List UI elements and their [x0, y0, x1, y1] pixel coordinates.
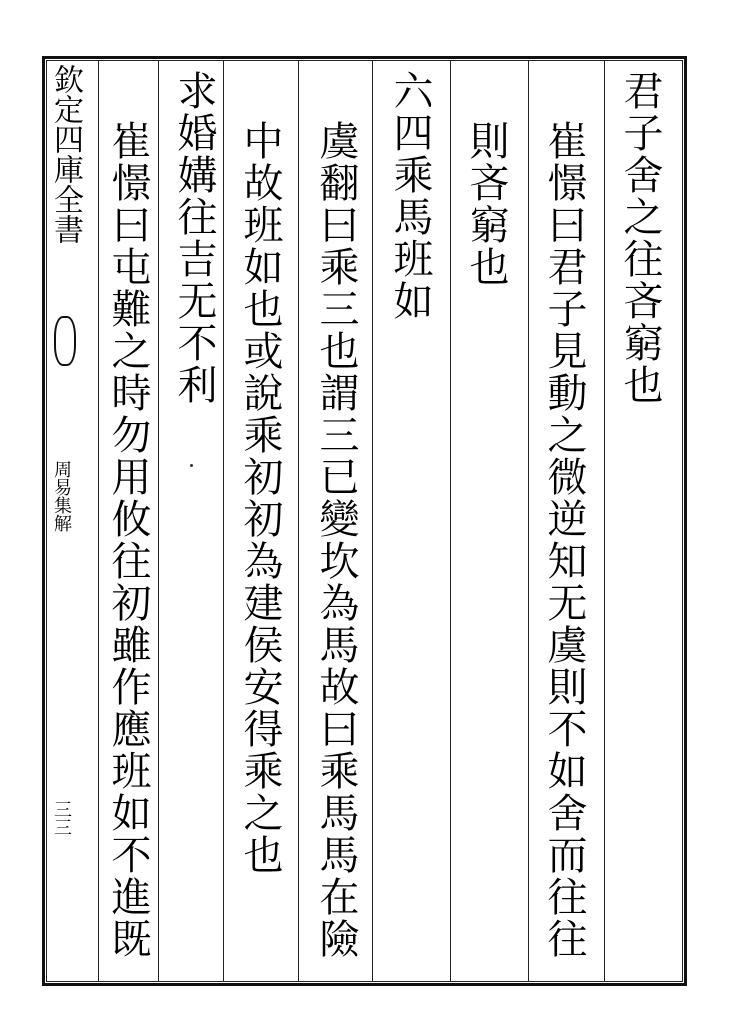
text-column-6: 中故班如也或說乘初初為建侯安得乘之也: [237, 120, 283, 876]
speck: [190, 464, 193, 467]
text-column-7: 求婚媾往吉无不利: [171, 70, 217, 406]
text-column-1: 君子舍之往吝窮也: [617, 70, 663, 406]
fishtail-mark: [54, 316, 76, 366]
text-column-8: 崔憬曰屯難之時勿用攸往初雖作應班如不進既: [105, 120, 151, 960]
column-rule: [604, 60, 605, 982]
page-number: 三三: [51, 800, 72, 836]
book-title: 周易集解: [51, 460, 72, 532]
column-rule: [223, 60, 224, 982]
column-rule: [450, 60, 451, 982]
text-column-3: 則吝窮也: [463, 120, 509, 288]
text-column-5: 虞翻曰乘三也謂三已變坎為馬故曰乘馬馬在險: [313, 120, 359, 960]
text-column-2: 崔憬曰君子見動之微逆知无虞則不如舍而往往: [541, 120, 587, 960]
series-title: 欽定四庫全書: [48, 64, 83, 244]
text-column-4: 六四乘馬班如: [387, 70, 433, 322]
column-rule: [528, 60, 529, 982]
column-rule: [98, 60, 99, 982]
column-rule: [158, 60, 159, 982]
column-rule: [372, 60, 373, 982]
column-rule: [298, 60, 299, 982]
